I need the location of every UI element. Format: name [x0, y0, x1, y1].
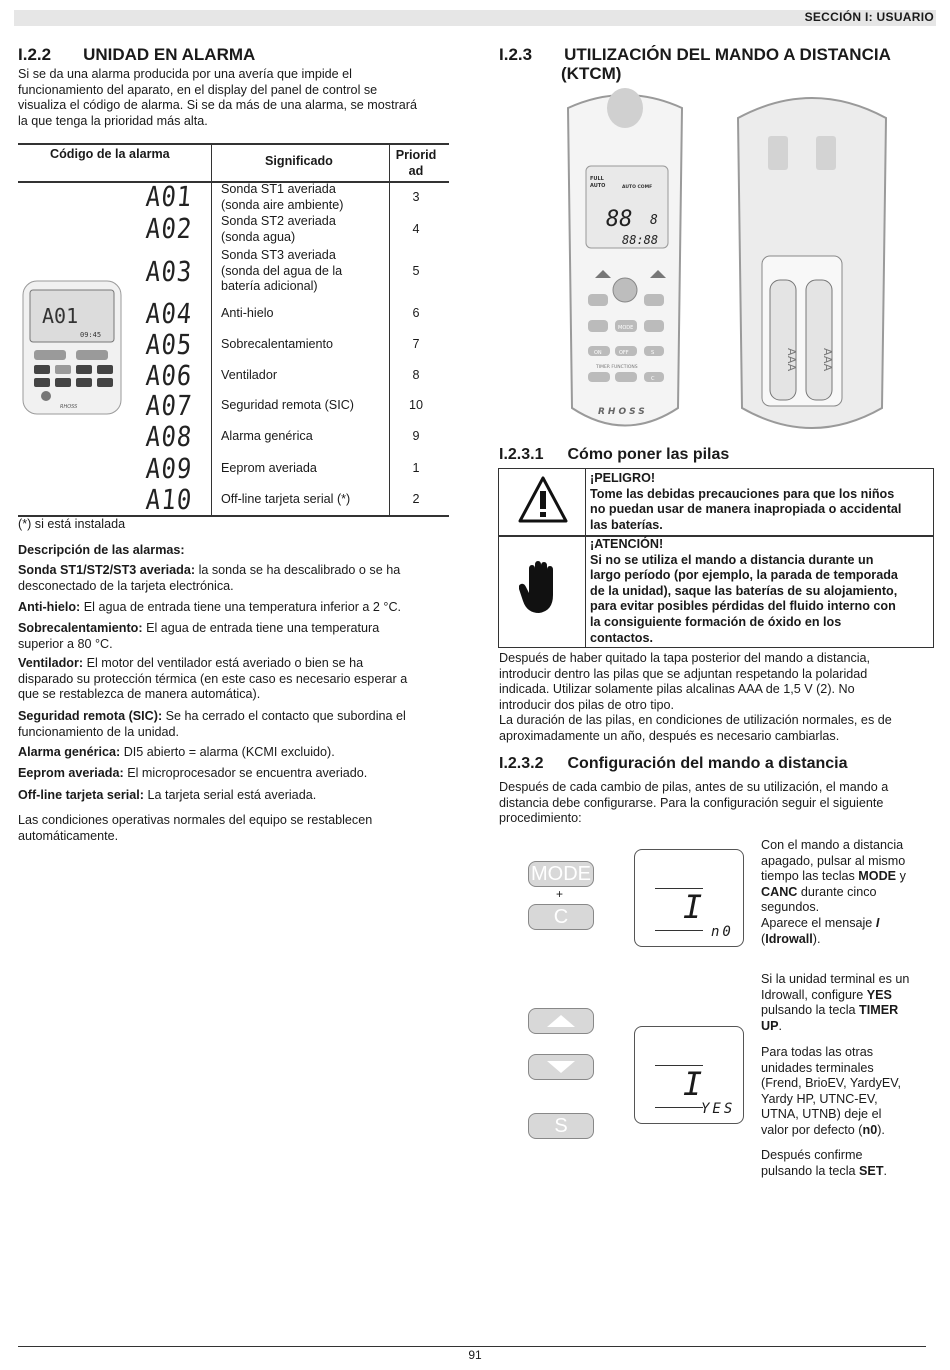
step1-text: Con el mando a distancia apagado, pulsar al mismo tiempo las teclas MODE y CANC durante cinco segundos. Aparece el mensaje I (Idrowall).	[761, 838, 906, 946]
subheading-config: I.2.3.2 Configuración del mando a distancia	[499, 755, 848, 772]
control-panel-image	[22, 280, 122, 415]
heading-number: I.2.2	[18, 45, 52, 64]
remote-brand: RHOSS	[598, 407, 648, 417]
alarm-code: A05	[144, 328, 194, 362]
alarm-priority: 2	[412, 492, 420, 506]
alarm-priority: 3	[412, 190, 420, 204]
col-header-code: Código de la alarma	[50, 147, 170, 161]
desc-sic: Seguridad remota (SIC): Se ha cerrado el contacto que subordina el funcionamiento de la unidad.	[18, 709, 406, 739]
remote-label-c: C	[651, 376, 655, 382]
set-key[interactable]: S	[528, 1113, 594, 1139]
alarm-meaning: Sonda ST1 averiada (sonda aire ambiente)	[221, 182, 344, 212]
heading-text: UNIDAD EN ALARMA	[83, 45, 256, 64]
attention-text: ¡ATENCIÓN! Si no se utiliza el mando a distancia durante un largo período (por ejemplo, la parada de temporada de la unidad), saque las baterías de su alojamiento, para evitar posibles pérdidas del fluido interno con la consiguiente formación de óxido en los contactos.	[590, 537, 898, 645]
desc-title: Descripción de las alarmas:	[18, 543, 185, 557]
canc-key[interactable]: C	[528, 904, 594, 930]
arrow-up-icon	[541, 1011, 581, 1031]
remote-label-s: S	[651, 350, 655, 356]
remote-label-timer: TIMER FUNCTIONS	[596, 365, 638, 370]
desc-antihielo: Anti-hielo: El agua de entrada tiene una temperatura inferior a 2 °C.	[18, 600, 402, 614]
lcd1-big: I	[683, 888, 703, 926]
lcd-display-2	[634, 1026, 744, 1124]
remote-label-autocomf: AUTO COMF	[622, 185, 653, 190]
mode-key[interactable]: MODE	[528, 861, 594, 887]
panel-brand: RHOSS	[60, 404, 78, 410]
alarm-code: A06	[144, 359, 194, 393]
step2-text: Si la unidad terminal es un Idrowall, configure YES pulsando la tecla TIMER UP.	[761, 972, 910, 1033]
remote-lcd-time: 88:88	[622, 233, 659, 247]
alarm-meaning: Anti-hielo	[221, 306, 274, 320]
remote-label-full: FULL	[590, 176, 604, 182]
alarm-code: A03	[144, 255, 194, 289]
alarm-priority: 8	[412, 368, 420, 382]
battery-instructions: Después de haber quitado la tapa posterior del mando a distancia, introducir dentro las pilas que se adjuntan respetando la polaridad indicada. Utilizar solamente pilas alcalinas AAA de 1,5 V (2). No introducir dos pilas de otro tipo. La duración de las pilas, en condiciones de utilización normales, es de aproximadamente un año, después es necesario cambiarlas.	[499, 651, 892, 743]
hand-stop-icon	[519, 561, 565, 617]
remote-label-on: ON	[594, 350, 602, 356]
col-header-priority: Priorid ad	[395, 148, 437, 178]
remote-label-off: OFF	[619, 350, 629, 356]
header-bar	[14, 10, 936, 26]
alarm-code: A04	[144, 297, 194, 331]
config-intro: Después de cada cambio de pilas, antes de su utilización, el mando a distancia debe configurarse. Para la configuración seguir el siguiente procedimiento:	[499, 780, 889, 826]
alarm-code: A09	[144, 452, 194, 486]
alarm-meaning: Sobrecalentamiento	[221, 337, 334, 351]
panel-display-time: 09:45	[80, 331, 102, 339]
alarm-meaning: Sonda ST2 averiada (sonda agua)	[221, 214, 336, 244]
alarm-priority: 4	[412, 222, 420, 236]
alarm-priority: 1	[412, 461, 420, 475]
remote-label-mode: MODE	[618, 325, 634, 331]
alarm-priority: 5	[412, 264, 420, 278]
alarm-priority: 10	[408, 398, 423, 412]
desc-generica: Alarma genérica: DI5 abierto = alarma (KCMI excluido).	[18, 745, 335, 759]
desc-offline: Off-line tarjeta serial: La tarjeta serial está averiada.	[18, 788, 317, 802]
step4-text: Después confirme pulsando la tecla SET.	[761, 1148, 888, 1178]
alarm-meaning: Off-line tarjeta serial (*)	[221, 492, 351, 506]
key-plus: +	[556, 887, 564, 901]
page-number: 91	[468, 1348, 482, 1362]
heading-text-2: (KTCM)	[561, 64, 622, 83]
remote-lcd-big: 88	[606, 207, 633, 232]
desc-ventilador: Ventilador: El motor del ventilador está averiado o bien se ha disparado su protección térmica (en este caso es necesario esperar a que se restablezca de manera automática).	[18, 656, 408, 702]
table-footnote: (*) si está instalada	[18, 517, 126, 531]
panel-display-code: A01	[42, 304, 79, 328]
alarm-meaning: Seguridad remota (SIC)	[221, 398, 354, 412]
alarm-code: A01	[144, 180, 194, 214]
alarm-meaning: Sonda ST3 averiada (sonda del agua de la batería adicional)	[221, 248, 343, 293]
up-key[interactable]	[528, 1008, 594, 1034]
arrow-down-icon	[541, 1057, 581, 1077]
remote-back-image	[732, 88, 892, 438]
alarm-code: A10	[144, 483, 194, 517]
alarm-code: A02	[144, 212, 194, 246]
heading-alarm	[18, 45, 255, 65]
battery-label: AAA	[785, 348, 798, 372]
alarm-intro: Si se da una alarma producida por una avería que impide el funcionamiento del aparato, en el display del panel de control se visualiza el código de alarma. Si se da más de una alarma, se mostrará la que tenga la prioridad más alta.	[18, 67, 417, 128]
lcd1-small: n0	[711, 924, 734, 940]
alarm-code: A08	[144, 420, 194, 454]
subheading-batteries: I.2.3.1 Cómo poner las pilas	[499, 446, 730, 463]
alarm-meaning: Alarma genérica	[221, 429, 313, 443]
danger-text: ¡PELIGRO! Tome las debidas precauciones para que los niños no puedan usar de manera inapropiada o accidental las baterías.	[590, 471, 902, 532]
heading-remote	[499, 45, 891, 83]
down-key[interactable]	[528, 1054, 594, 1080]
battery-label: AAA	[821, 348, 834, 372]
lcd2-big: I	[683, 1065, 703, 1103]
desc-eeprom: Eeprom averiada: El microprocesador se encuentra averiado.	[18, 766, 368, 780]
step3-text: Para todas las otras unidades terminales (Frend, BrioEV, YardyEV, Yardy HP, UTNC-EV, UTNA, UTNB) deje el valor por defecto (n0).	[761, 1045, 902, 1137]
desc-sobrecal: Sobrecalentamiento: El agua de entrada tiene una temperatura superior a 80 °C.	[18, 621, 380, 651]
remote-lcd-small: 8	[650, 213, 658, 228]
remote-front-image	[560, 88, 690, 438]
heading-number: I.2.3	[499, 45, 533, 64]
desc-st: Sonda ST1/ST2/ST3 averiada: la sonda se ha descalibrado o se ha desconectado de la tarjeta electrónica.	[18, 563, 401, 593]
col-header-meaning: Significado	[265, 154, 333, 168]
alarm-priority: 9	[412, 429, 420, 443]
lcd-display-1	[634, 849, 744, 947]
warning-box	[498, 468, 934, 648]
danger-icon	[517, 475, 569, 525]
alarm-meaning: Ventilador	[221, 368, 278, 382]
alarm-code: A07	[144, 389, 194, 423]
section-title: SECCIÓN I: USUARIO	[804, 10, 934, 24]
lcd2-small: YES	[701, 1101, 736, 1117]
alarm-priority: 7	[412, 337, 420, 351]
heading-text: UTILIZACIÓN DEL MANDO A DISTANCIA	[564, 45, 891, 64]
remote-label-auto: AUTO	[590, 183, 606, 189]
closing-text: Las condiciones operativas normales del equipo se restablecen automáticamente.	[18, 813, 373, 843]
alarm-priority: 6	[412, 306, 420, 320]
alarm-meaning: Eeprom averiada	[221, 461, 317, 475]
footer-line	[18, 1346, 926, 1347]
